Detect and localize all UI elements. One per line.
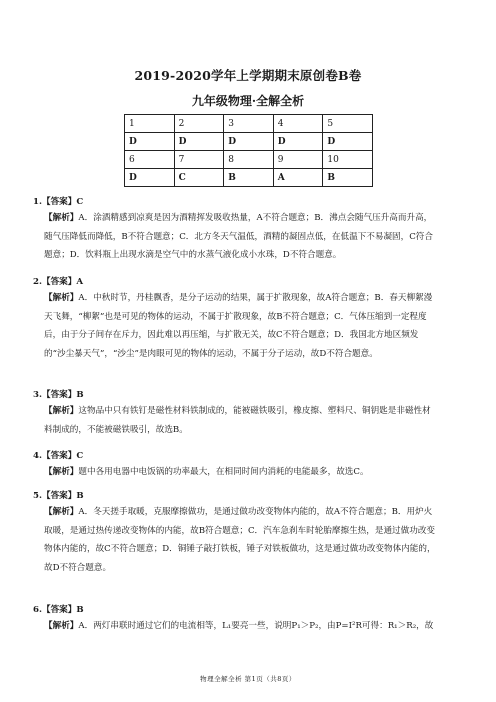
answer-item-3 — [0, 388, 496, 439]
table-cell: 10 — [323, 151, 373, 169]
table-cell: 4 — [273, 115, 323, 133]
table-cell: 3 — [224, 115, 274, 133]
table-cell: 7 — [174, 151, 224, 169]
answer-heading: 1.【答案】C — [33, 197, 84, 207]
answer-heading: 6.【答案】B — [33, 605, 84, 615]
explanation — [44, 463, 436, 482]
explanation-tag: 【解析】 — [44, 507, 79, 517]
table-cell: 8 — [224, 151, 274, 169]
table-cell: B — [323, 169, 373, 187]
table-cell: 6 — [125, 151, 175, 169]
answer-heading: 3.【答案】B — [33, 390, 84, 400]
answer-item-4 — [0, 449, 496, 482]
table-cell: D — [224, 133, 274, 151]
explanation-text: A．涂酒精感到凉爽是因为酒精挥发吸收热量，A不符合题意；B．沸点会随气压升高而升高，随气压降低而降低，B不符合题意；C．北方冬天气温低，酒精的凝固点低，在低温下不易凝固，C符合题意；D．饮料瓶上出现水滴是空气中的水蒸气液化成小水珠，D不符合题意。 — [44, 213, 433, 261]
answer-heading: 2.【答案】A — [33, 277, 84, 287]
answer-item-6 — [0, 603, 496, 636]
answer-heading: 5.【答案】B — [33, 491, 84, 501]
answer-item-5 — [0, 489, 496, 577]
table-row — [125, 115, 373, 133]
explanation-text: A．中秋时节，丹桂飘香，是分子运动的结果，属于扩散现象，故A符合题意；B．春天柳絮漫天飞舞，“柳絮”也是可见的物体的运动，不属于扩散现象，故B不符合题意；C．气体压缩到一定程度后，由于分子间存在斥力，因此难以再压缩，与扩散无关，故C不符合题意；D．我国北方地区频发的“沙尘暴天气”，“沙尘”是肉眼可见的物体的运动，不属于分子运动，故D不符合题意。 — [44, 293, 433, 359]
table-cell: 2 — [174, 115, 224, 133]
answer-item-1 — [0, 195, 496, 265]
page-subtitle: 九年级物理·全解全析 — [191, 94, 305, 108]
explanation-tag: 【解析】 — [44, 467, 79, 477]
answer-item-2 — [0, 275, 496, 363]
explanation-tag: 【解析】 — [44, 621, 79, 631]
explanation — [44, 289, 436, 363]
explanation-text: A．冬天搓手取暖，克服摩擦做功，是通过做功改变物体内能的，故A不符合题意；B．用炉火取暖，是通过热传递改变物体的内能，故B符合题意；C．汽车急刹车时轮胎摩擦生热，是通过做功改变物体内能的，故C不符合题意；D．铜锤子敲打铁板，锤子对铁板做功，这是通过做功改变物体内能的，故D不符合题意。 — [44, 507, 436, 573]
table-cell: 1 — [125, 115, 175, 133]
answer-heading: 4.【答案】C — [33, 451, 84, 461]
page-footer: 物理全解全析 第1页（共8页） — [200, 675, 296, 683]
explanation-text: A．两灯串联时通过它们的电流相等，L₁要亮一些，说明P₁＞P₂，由P=I²R可得：R₁＞R₂，故 — [78, 621, 434, 631]
explanation-text: 题中各用电器中电饭锅的功率最大，在相同时间内消耗的电能最多，故选C。 — [78, 467, 369, 477]
table-row — [125, 133, 373, 151]
explanation-tag: 【解析】 — [44, 406, 79, 416]
table-cell: D — [323, 133, 373, 151]
page-title: 2019-2020学年上学期期末原创卷B卷 — [134, 68, 362, 83]
table-row — [125, 151, 373, 169]
explanation-tag: 【解析】 — [44, 293, 79, 303]
table-row — [125, 169, 373, 187]
explanation — [44, 209, 436, 265]
explanation — [44, 617, 436, 636]
explanation — [44, 402, 436, 439]
explanation-tag: 【解析】 — [44, 213, 79, 223]
table-cell: D — [273, 133, 323, 151]
table-cell: 9 — [273, 151, 323, 169]
table-cell: D — [125, 133, 175, 151]
answer-table — [124, 114, 373, 187]
table-cell: 5 — [323, 115, 373, 133]
table-cell: A — [273, 169, 323, 187]
explanation-text: 这物品中只有铁钉是磁性材料铁制成的，能被磁铁吸引，橡皮擦、塑料尺、铜钥匙是非磁性材料制成的，不能被磁铁吸引，故选B。 — [44, 406, 431, 435]
table-cell: D — [174, 133, 224, 151]
table-cell: D — [125, 169, 175, 187]
table-cell: C — [174, 169, 224, 187]
explanation — [44, 503, 436, 577]
table-cell: B — [224, 169, 274, 187]
